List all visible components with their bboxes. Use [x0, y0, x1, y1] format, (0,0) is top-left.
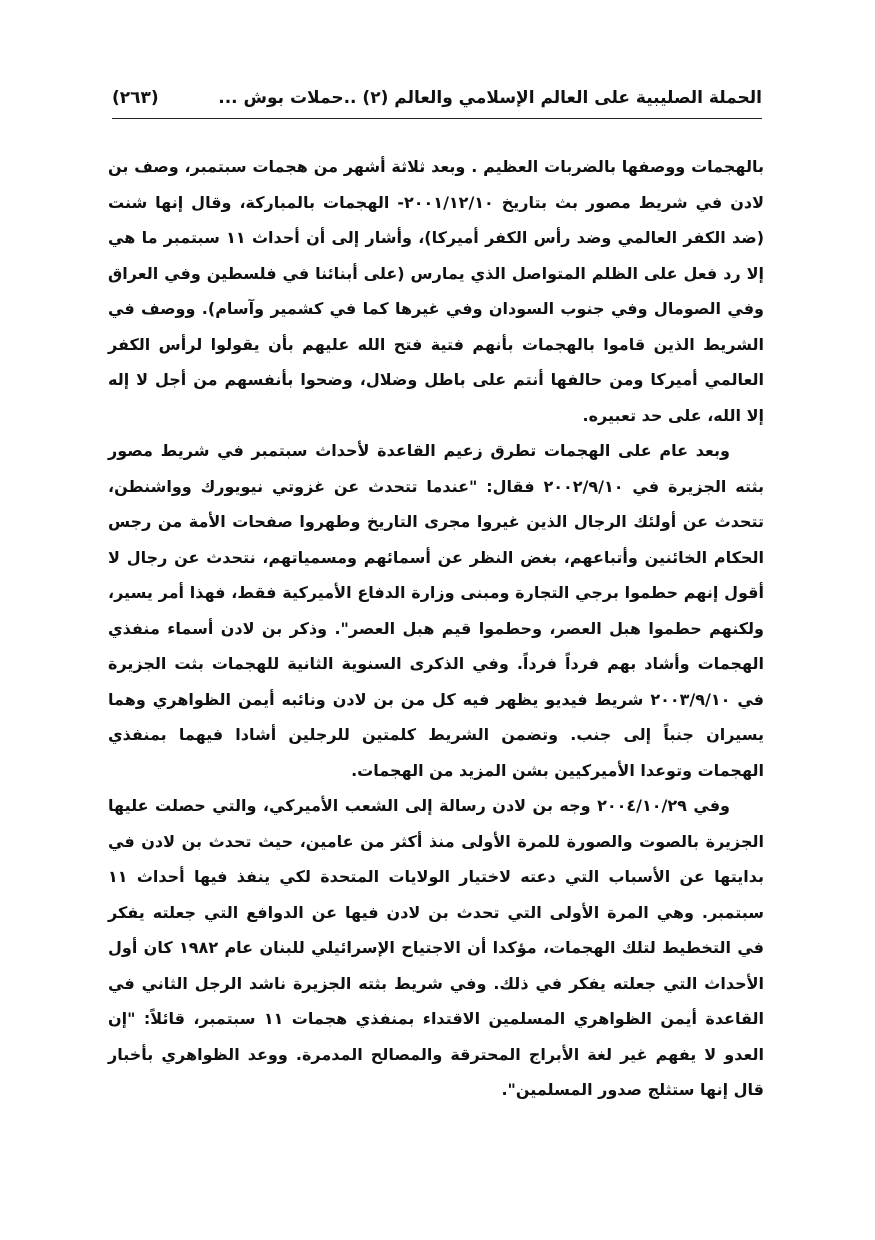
page-number: (٢٦٣)	[112, 88, 159, 108]
paragraph: وبعد عام على الهجمات تطرق زعيم القاعدة لأحداث سبتمبر في شريط مصور بثته الجزيرة في ٢٠٠٢/٩/١٠ فقال: "عندما تتحدث عن غزوتي نيويورك وواشنطن، تتحدث عن أولئك الرجال الذين غيروا مجرى التاريخ وطهروا صفحات الأمة من رجس الحكام الخائنين وأتباعهم، بغض النظر عن أسمائهم ومسمياتهم، نتحدث عن رجال لا أقول إنهم حطموا برجي التجارة ومبنى وزارة الدفاع الأميركية فقط، فهذا أمر يسير، ولكنهم حطموا هبل العصر، وحطموا قيم هبل العصر". وذكر بن لادن أسماء منفذي الهجمات وأشاد بهم فرداً فرداً. وفي الذكرى السنوية الثانية للهجمات بثت الجزيرة في ٢٠٠٣/٩/١٠ شريط فيديو يظهر فيه كل من بن لادن ونائبه أيمن الظواهري وهما يسيران جنباً إلى جنب. وتضمن الشريط كلمتين للرجلين أشادا فيهما بمنفذي الهجمات وتوعدا الأميركيين بشن المزيد من الهجمات.	[108, 441, 765, 780]
header-title: الحملة الصليبية على العالم الإسلامي والعالم (٢) ..حملات بوش ...	[218, 88, 762, 108]
paragraph: بالهجمات ووصفها بالضربات العظيم . وبعد ثلاثة أشهر من هجمات سبتمبر، وصف بن لادن في شريط مصور بث بتاريخ ٢٠٠١/١٢/١٠- الهجمات بالمباركة، وقال إنها شنت (ضد الكفر العالمي وضد رأس الكفر أميركا)، وأشار إلى أن أحداث ١١ سبتمبر ما هي إلا رد فعل على الظلم المتواصل الذي يمارس (على أبنائنا في فلسطين وفي العراق وفي الصومال وفي جنوب السودان وفي غيرها كما في كشمير وآسام). ووصف في الشريط الذين قاموا بالهجمات بأنهم فتية فتح الله عليهم بأن يقولوا لرأس الكفر العالمي أميركا ومن حالفها أنتم على باطل وضلال، وضحوا بأنفسهم من أجل لا إله إلا الله، على حد تعبيره.	[108, 157, 765, 425]
body-text	[108, 149, 764, 1108]
paragraph: وفي ٢٠٠٤/١٠/٢٩ وجه بن لادن رسالة إلى الشعب الأميركي، والتي حصلت عليها الجزيرة بالصوت والصورة للمرة الأولى منذ أكثر من عامين، حيث تحدث بن لادن في بدايتها عن الأسباب التي دعته لاختيار الولايات المتحدة لكي ينفذ فيها أحداث ١١ سبتمبر. وهي المرة الأولى التي تحدث بن لادن فيها عن الدوافع التي جعلته يفكر في التخطيط لتلك الهجمات، مؤكدا أن الاجتياح الإسرائيلي للبنان عام ١٩٨٢ كان أول الأحداث التي جعلته يفكر في ذلك. وفي شريط بثته الجزيرة ناشد الرجل الثاني في القاعدة أيمن الظواهري المسلمين الاقتداء بمنفذي هجمات ١١ سبتمبر، قائلاً: "إن العدو لا يفهم غير لغة الأبراج المحترقة والمصالح المدمرة. ووعد الظواهري بأخبار قال إنها ستثلج صدور المسلمين".	[108, 796, 765, 1099]
running-header	[112, 84, 762, 119]
